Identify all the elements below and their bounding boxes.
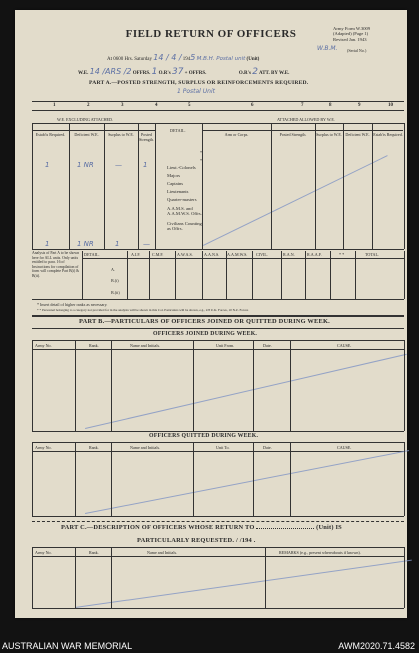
column-header: Estab'ts Required. <box>373 132 403 137</box>
strike-line <box>75 560 412 608</box>
rule <box>32 442 404 443</box>
column-header: Posted Strength. <box>279 132 307 137</box>
table-col-header: Date. <box>263 445 272 450</box>
rule <box>32 547 404 548</box>
analysis-header: C.M.F. <box>152 252 164 257</box>
column-header: Deficient W.E. <box>74 132 99 137</box>
column-header: Posted Strength. <box>139 132 154 142</box>
rule <box>32 547 33 608</box>
rule <box>253 340 254 431</box>
table-col-header: Rank. <box>89 550 99 555</box>
rule <box>111 442 112 516</box>
rule <box>290 340 291 431</box>
at-date-hand: 14 / 4 / <box>153 53 182 62</box>
column-number: 4 <box>155 103 158 108</box>
rule <box>155 123 156 249</box>
table-col-header: Unit To. <box>216 445 230 450</box>
rule <box>32 299 404 300</box>
form-title: FIELD RETURN OF OFFICERS <box>125 28 297 40</box>
rule <box>32 451 404 452</box>
we-line <box>78 67 289 77</box>
detail-row: A.A.M.S. and A.A.M.W.S. Offrs. <box>167 206 202 216</box>
analysis-header: A.W.A.S. <box>177 252 193 257</box>
rule <box>32 315 404 317</box>
footnote-1: * Insert detail of higher ranks as necessary. <box>37 302 108 307</box>
rule <box>404 123 405 249</box>
column-header: Estab'ts Required. <box>35 132 66 137</box>
hand-entry: 1 <box>115 240 120 248</box>
analysis-row-label: B.(ii) <box>111 290 120 295</box>
hand-entry: — <box>115 161 122 169</box>
group-we-excluding: W.E. EXCLUDING ATTACHED. <box>57 117 114 122</box>
column-header: Deficient W.E. <box>345 132 370 137</box>
hand-entry: 1 <box>45 240 50 248</box>
table-col-header: Army No. <box>35 343 52 348</box>
group-attached: ATTACHED ALLOWED BY W.E. <box>277 117 335 122</box>
hand-entry: 1 <box>143 161 148 169</box>
analysis-row-label: A. <box>111 267 115 272</box>
strike-line <box>203 155 388 246</box>
analysis-header: DETAIL. <box>84 252 100 257</box>
part-a-heading: PART A.—POSTED STRENGTH, SURPLUS OR REINFORCEMENTS REQUIRED. <box>89 80 309 86</box>
rule <box>193 340 194 431</box>
analysis-row-label: B.(i) <box>111 278 119 283</box>
serial-hand: W.B.M. <box>317 45 338 52</box>
rule <box>315 123 316 249</box>
rule <box>75 340 76 431</box>
hand-entry: — <box>143 240 150 248</box>
analysis-header: R.A.N. <box>283 252 295 257</box>
margin-hand: 1 Postal Unit <box>177 88 215 95</box>
hand-entry: 1 NR <box>77 161 94 169</box>
rule <box>193 442 194 516</box>
rule <box>175 251 176 299</box>
we-hand: 14 /ARS /2 <box>89 67 132 76</box>
rule <box>32 123 33 249</box>
detail-row: Civilians Counting as Offrs. <box>167 221 202 231</box>
rule <box>32 340 33 431</box>
detail-row: Lieut.-Colonels <box>167 165 196 170</box>
rule <box>82 251 83 299</box>
rule <box>32 328 404 329</box>
column-number: 8 <box>329 103 332 108</box>
rule <box>355 251 356 299</box>
table-col-header: Rank. <box>89 445 99 450</box>
plus-offrs-label: + OFFRS. <box>184 71 207 76</box>
offrs-hand: 1 <box>151 67 158 77</box>
rule <box>372 123 373 249</box>
table-col-header: Date. <box>263 343 272 348</box>
rule <box>32 431 404 432</box>
rule <box>104 123 105 249</box>
analysis-header: * * <box>339 252 345 257</box>
analysis-header: A.I.F. <box>131 252 141 257</box>
at-year-hand: 5 <box>190 53 196 62</box>
rule <box>305 251 306 299</box>
hand-entry: 1 NR <box>77 240 94 248</box>
rule <box>32 521 404 522</box>
detail-row: Captains <box>167 181 184 186</box>
rule <box>32 516 404 517</box>
joined-heading: OFFICERS JOINED DURING WEEK. <box>153 331 258 337</box>
rule <box>149 251 150 299</box>
plus-ors-hand: 2 <box>252 67 258 77</box>
footnote-2: * * Personnel belonging to a category not provided for in the analysis will be shown in this Col. Particulars will be shown, e.g., 2/8 U.K. Forces, 10 N.Z. Forces <box>37 308 249 312</box>
rule <box>111 340 112 431</box>
rule <box>32 249 404 250</box>
rule <box>404 442 405 516</box>
rule <box>404 251 405 299</box>
analysis-note: Analysis of Part A to be shown here for ALL units. Only units entitled to para. 16 of Instructions for compilation of form will complete Part B(i) & B(ii). <box>32 251 80 278</box>
detail-row: Majors <box>167 173 181 178</box>
at-year: 194 <box>182 57 191 62</box>
form-sheet <box>15 10 407 618</box>
quitted-heading: OFFICERS QUITTED DURING WEEK. <box>149 433 259 439</box>
column-number: 10 <box>388 103 393 108</box>
column-number: 7 <box>301 103 304 108</box>
rule <box>290 442 291 516</box>
footer-right: AWM2020.71.4582 <box>338 641 415 651</box>
analysis-header: R.A.A.F. <box>307 252 322 257</box>
table-col-header: Army No. <box>35 445 52 450</box>
strike-line <box>85 450 409 514</box>
column-number: 1 <box>53 103 56 108</box>
detail-row: Lieutenants <box>167 189 189 194</box>
rule <box>32 608 404 609</box>
rule <box>404 340 405 431</box>
column-header: Surplus to W.E. <box>108 132 134 137</box>
rule <box>404 547 405 608</box>
unit-label: (Unit) <box>246 57 260 62</box>
ors-hand: 37 <box>171 67 184 77</box>
at-line-prefix: At 0600 Hrs. Saturday <box>107 57 152 62</box>
form-adapted: (Adapted) (Page 1) <box>333 31 369 37</box>
rule <box>32 556 404 557</box>
offrs-label: OFFRS. <box>132 71 151 76</box>
rule <box>75 547 76 608</box>
rule <box>32 442 33 516</box>
we-label: W.E. <box>78 71 89 76</box>
detail-label: DETAIL. <box>170 128 186 133</box>
rule <box>32 123 404 124</box>
requested-date: / /194 . <box>236 537 256 544</box>
strike-line <box>85 354 407 429</box>
table-col-header: Name and Initials. <box>130 445 161 450</box>
serial-label: (Serial No.) <box>347 48 367 53</box>
column-header: Arm or Corps. <box>224 132 249 137</box>
rule <box>32 110 404 111</box>
detail-row: Quarter-masters <box>167 197 197 202</box>
rule <box>271 123 272 249</box>
at-line <box>107 53 259 62</box>
table-col-header: CAUSE. <box>337 343 352 348</box>
form-number-block <box>333 26 370 42</box>
plus-ors-label: O.R's <box>238 71 252 76</box>
part-c-requested <box>137 537 256 544</box>
rule <box>127 251 128 299</box>
footer <box>0 636 419 653</box>
column-number: 2 <box>87 103 90 108</box>
analysis-header: CIVIL. <box>256 252 268 257</box>
column-number: 5 <box>188 103 191 108</box>
table-col-header: Name and Initials. <box>147 550 178 555</box>
column-number: 9 <box>358 103 361 108</box>
form-revised: Revised Jan. 1943 <box>333 36 367 42</box>
detail-marker: * <box>200 158 203 163</box>
table-col-header: Unit From. <box>216 343 235 348</box>
hand-entry: 1 <box>45 161 50 169</box>
form-number: Army Form W.3009 <box>333 26 371 31</box>
rule <box>32 349 404 350</box>
column-number: 6 <box>251 103 254 108</box>
rule <box>265 547 266 608</box>
part-c-heading <box>61 524 342 531</box>
unit-hand: M.B.H. Postal unit <box>196 56 246 62</box>
table-col-header: REMARKS (e.g., present whereabouts if known). <box>279 550 361 555</box>
part-c-heading-prefix: PART C.—DESCRIPTION OF OFFICERS WHOSE RETURN TO <box>61 524 255 531</box>
rule <box>111 547 112 608</box>
table-col-header: CAUSE. <box>337 445 352 450</box>
rule <box>75 442 76 516</box>
part-c-heading-suffix: (Unit) IS <box>316 524 342 531</box>
rule <box>281 251 282 299</box>
detail-marker: * <box>200 150 203 155</box>
footer-left: AUSTRALIAN WAR MEMORIAL <box>2 641 133 651</box>
rule <box>253 442 254 516</box>
analysis-header: A.A.N.S. <box>204 252 220 257</box>
ors-label: O.R's <box>158 71 171 76</box>
rule <box>32 130 155 131</box>
rule <box>69 123 70 249</box>
analysis-header: TOTAL. <box>365 252 380 257</box>
table-col-header: Army No. <box>35 550 52 555</box>
rule <box>226 251 227 299</box>
part-b-heading: PART B.—PARTICULARS OF OFFICERS JOINED OR QUITTED DURING WEEK. <box>79 318 330 325</box>
rule <box>32 340 404 341</box>
requested-label: PARTICULARLY REQUESTED. <box>137 537 235 544</box>
rule <box>330 251 331 299</box>
table-col-header: Name and Initials. <box>130 343 161 348</box>
rule <box>343 123 344 249</box>
column-number: 3 <box>121 103 124 108</box>
column-header: Surplus to W.E. <box>316 132 342 137</box>
rule <box>32 101 404 102</box>
att-label: ATT. BY W.E. <box>258 71 290 76</box>
analysis-header: A.A.M.W.S. <box>227 252 248 257</box>
table-col-header: Rank. <box>89 343 99 348</box>
rule <box>252 251 253 299</box>
rule <box>202 251 203 299</box>
